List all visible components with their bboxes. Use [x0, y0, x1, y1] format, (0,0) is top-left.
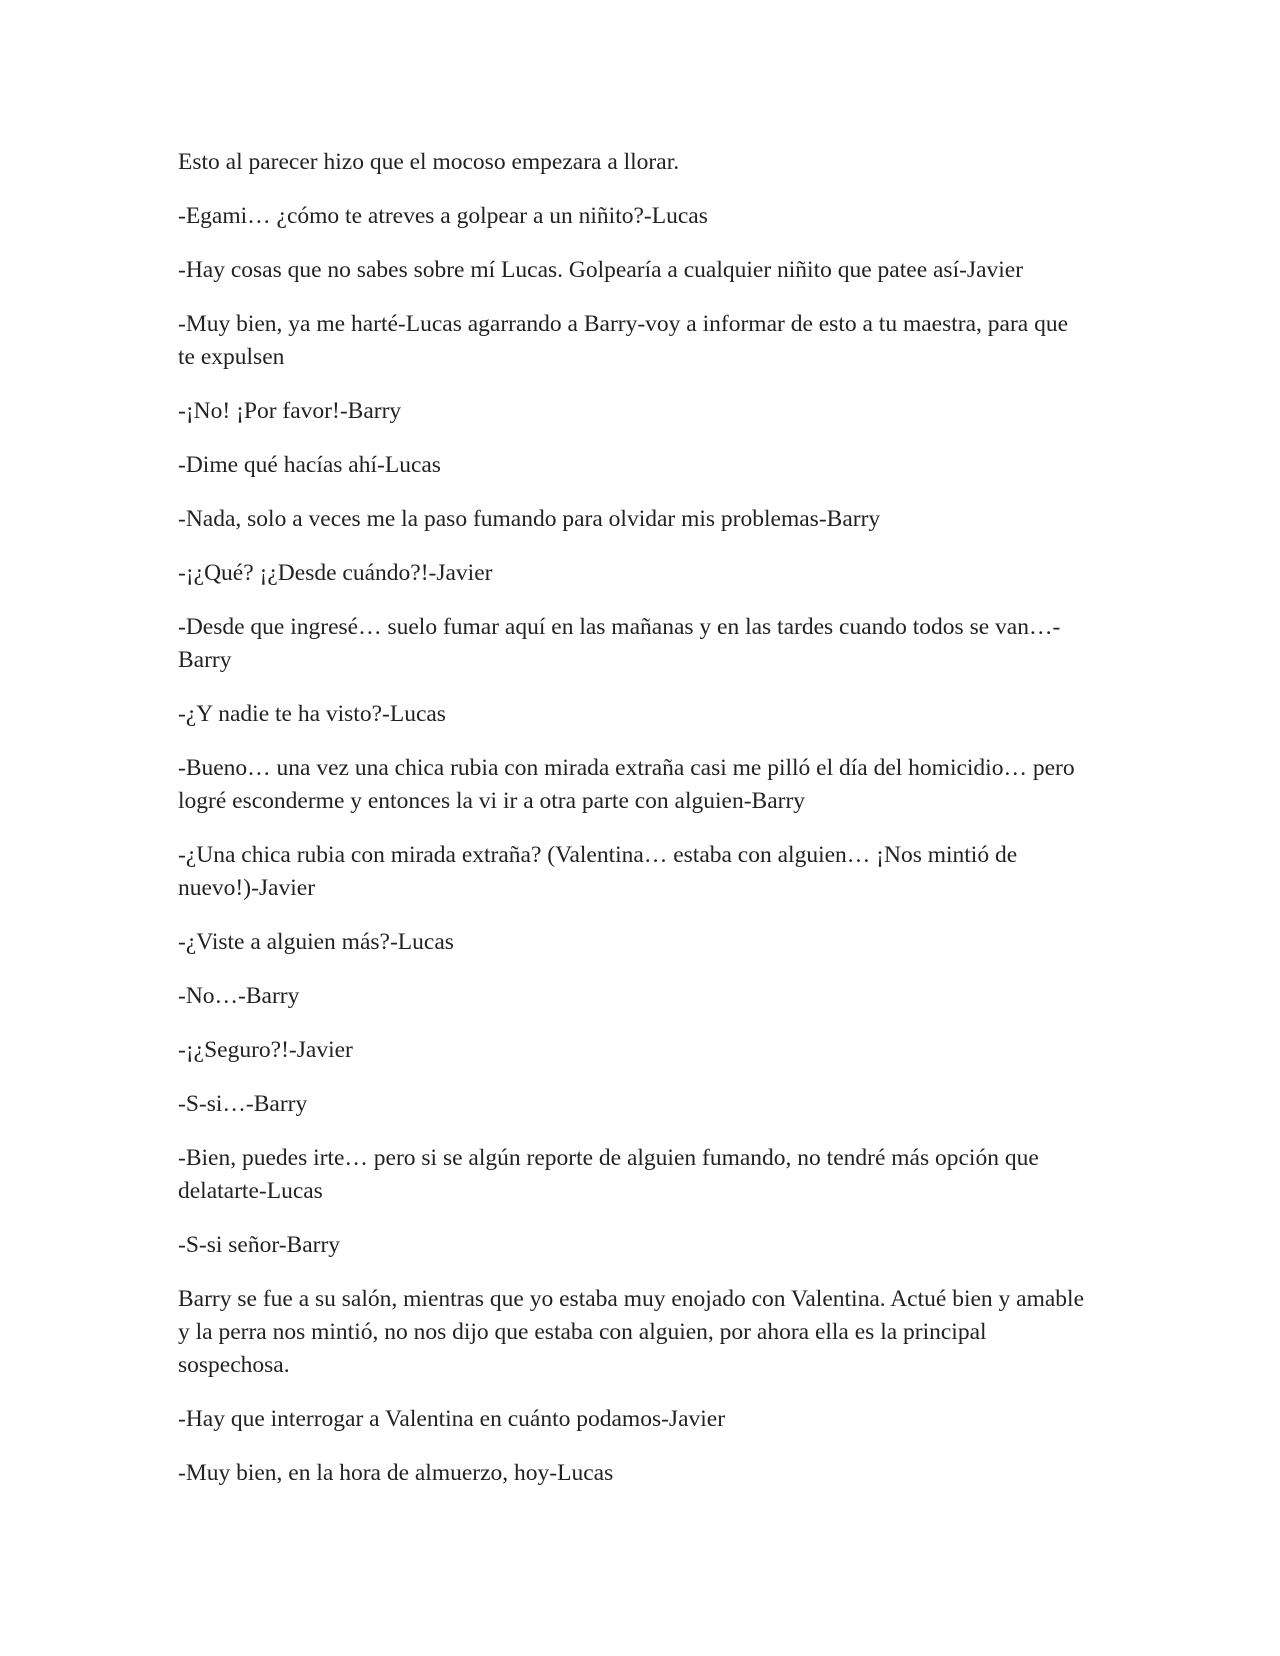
paragraph-14: -No…-Barry — [178, 983, 300, 1009]
paragraph-21: -Muy bien, en la hora de almuerzo, hoy-Lucas — [178, 1460, 614, 1486]
paragraph-5: -¡No! ¡Por favor!-Barry — [178, 398, 402, 424]
paragraph-19: Barry se fue a su salón, mientras que yo estaba muy enojado con Valentina. Actué bien y amable y la perra nos mintió, no nos dijo que estaba con alguien, por ahora ella es la principal sospechosa. — [178, 1286, 1085, 1378]
paragraph-12: -¿Una chica rubia con mirada extraña? (Valentina… estaba con alguien… ¡Nos mintió de nuevo!)-Javier — [178, 842, 1018, 901]
paragraph-13: -¿Viste a alguien más?-Lucas — [178, 929, 454, 955]
paragraph-6: -Dime qué hacías ahí-Lucas — [178, 452, 441, 478]
paragraph-17: -Bien, puedes irte… pero si se algún reporte de alguien fumando, no tendré más opción que delatarte-Lucas — [178, 1145, 1039, 1204]
paragraph-11: -Bueno… una vez una chica rubia con mirada extraña casi me pilló el día del homicidio… pero logré esconderme y entonces la vi ir a otra parte con alguien-Barry — [178, 755, 1075, 814]
paragraph-10: -¿Y nadie te ha visto?-Lucas — [178, 701, 446, 727]
paragraph-18: -S-si señor-Barry — [178, 1232, 341, 1258]
paragraph-8: -¡¿Qué? ¡¿Desde cuándo?!-Javier — [178, 560, 493, 586]
paragraph-20: -Hay que interrogar a Valentina en cuánto podamos-Javier — [178, 1406, 726, 1432]
paragraph-2: -Egami… ¿cómo te atreves a golpear a un niñito?-Lucas — [178, 203, 708, 229]
paragraph-4: -Muy bien, ya me harté-Lucas agarrando a Barry-voy a informar de esto a tu maestra, para que te expulsen — [178, 311, 1069, 370]
paragraph-15: -¡¿Seguro?!-Javier — [178, 1037, 353, 1063]
paragraph-3: -Hay cosas que no sabes sobre mí Lucas. Golpearía a cualquier niñito que patee así-Javier — [178, 257, 1024, 283]
paragraph-16: -S-si…-Barry — [178, 1091, 308, 1117]
paragraph-7: -Nada, solo a veces me la paso fumando para olvidar mis problemas-Barry — [178, 506, 881, 532]
paragraph-1: Esto al parecer hizo que el mocoso empezara a llorar. — [178, 149, 680, 175]
paragraph-9: -Desde que ingresé… suelo fumar aquí en las mañanas y en las tardes cuando todos se van…-Barry — [178, 614, 1061, 673]
